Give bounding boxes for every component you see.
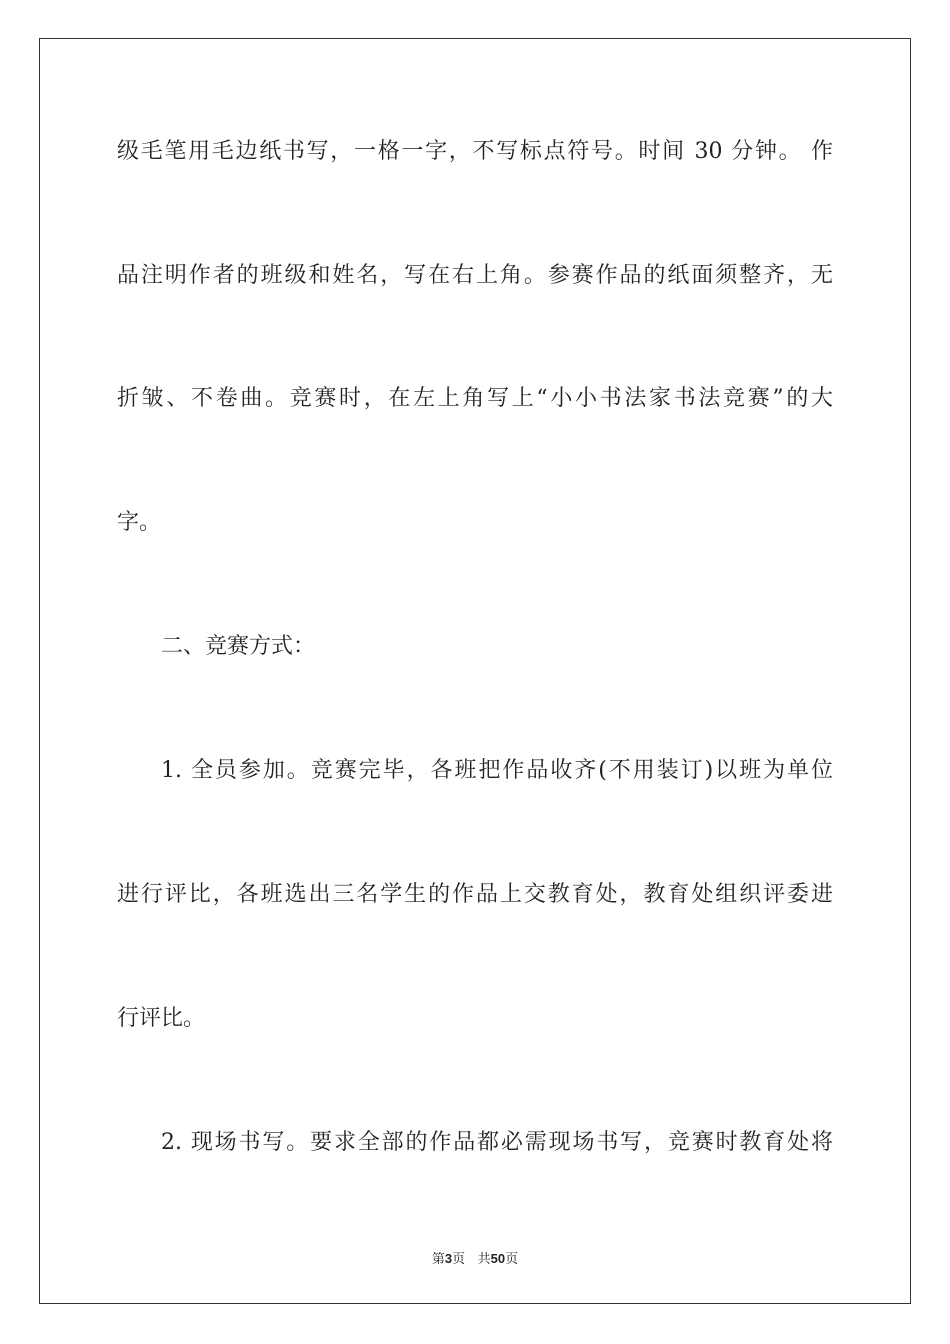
section-heading: 二、竞赛方式：: [161, 634, 316, 659]
footer-page-number: 3: [444, 1251, 453, 1266]
body-line-4: 字。: [117, 510, 162, 535]
footer-total-pages: 50: [490, 1251, 506, 1266]
footer-total-suffix: 页: [505, 1252, 519, 1267]
body-line-8: 行评比。: [117, 1006, 206, 1031]
footer-page-prefix: 第: [431, 1252, 445, 1267]
body-line-2: 品注明作者的班级和姓名，写在右上角。参赛作品的纸面须整齐，无: [117, 263, 833, 288]
page-footer: [0, 1248, 950, 1267]
body-line-6: 1. 全员参加。竞赛完毕，各班把作品收齐(不用装订)以班为单位: [161, 758, 833, 783]
footer-total-prefix: 共: [477, 1252, 491, 1267]
body-line-3: 折皱、不卷曲。竞赛时，在左上角写上“小小书法家书法竞赛”的大: [117, 386, 833, 411]
footer-page-suffix: 页: [452, 1252, 466, 1267]
body-line-1: 级毛笔用毛边纸书写，一格一字，不写标点符号。时间 30 分钟。 作: [117, 139, 833, 164]
body-line-9: 2. 现场书写。要求全部的作品都必需现场书写，竞赛时教育处将: [161, 1130, 833, 1155]
body-line-7: 进行评比，各班选出三名学生的作品上交教育处，教育处组织评委进: [117, 882, 833, 907]
page-border: [39, 38, 911, 1304]
